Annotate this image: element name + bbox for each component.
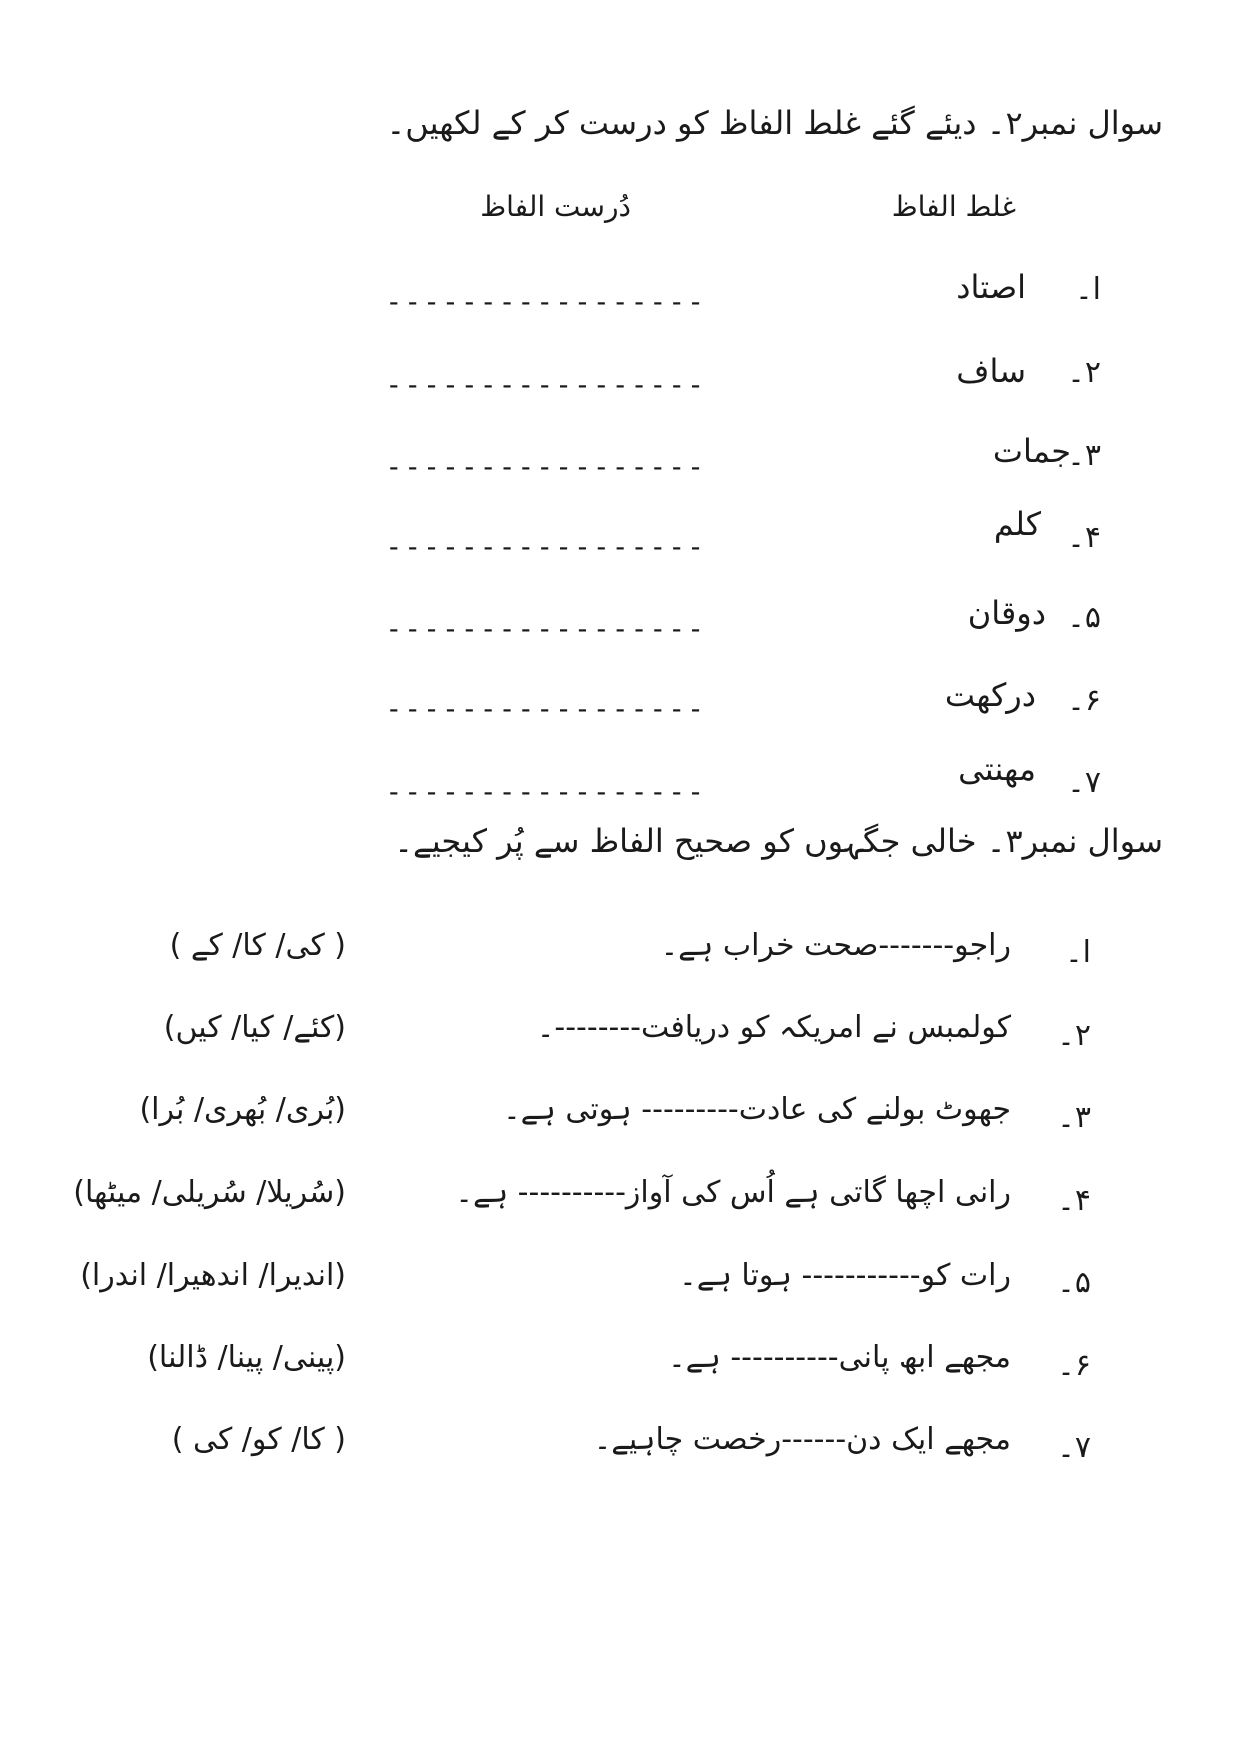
item-number: ا۔ (1065, 935, 1091, 970)
item-number: ۴۔ (1057, 1183, 1091, 1218)
item-number: ۲۔ (1067, 355, 1101, 390)
wrong-word: ساف (956, 352, 1026, 390)
answer-options: (سُریلا/ سُریلی/ میٹھا) (73, 1175, 346, 1210)
item-number: ۶۔ (1067, 683, 1101, 718)
answer-blank[interactable]: ----------------- (385, 692, 706, 725)
item-number: ۳۔ (1067, 438, 1101, 473)
item-number: ۴۔ (1067, 520, 1101, 555)
answer-options: (پینی/ پینا/ ڈالنا) (147, 1340, 346, 1375)
wrong-word: اصتاد (956, 268, 1026, 306)
item-number: ۲۔ (1057, 1018, 1091, 1053)
answer-options: (کئے/ کیا/ کیں) (163, 1010, 346, 1045)
col-wrong-words: غلط الفاظ (891, 190, 1016, 223)
wrong-word: کلم (993, 505, 1041, 543)
fill-sentence: جھوٹ بولنے کی عادت--------- ہوتی ہے۔ (503, 1092, 1011, 1127)
item-number: ۷۔ (1057, 1430, 1091, 1465)
fill-sentence: رانی اچھا گاتی ہے اُس کی آواز---------- ہے۔ (455, 1175, 1011, 1210)
q3-title: سوال نمبر۳۔ خالی جگہوں کو صحیح الفاظ سے پُر کیجیے۔ (394, 822, 1163, 860)
answer-options: ( کی/ کا/ کے ) (169, 928, 346, 963)
q2-title: سوال نمبر۲۔ دیئے گئے غلط الفاظ کو درست کر کے لکھیں۔ (386, 104, 1163, 142)
item-number: ۷۔ (1067, 765, 1101, 800)
answer-options: (اندیرا/ اندھیرا/ اندرا) (80, 1258, 346, 1293)
answer-blank[interactable]: ----------------- (385, 530, 706, 563)
fill-sentence: مجھے ایک دن------رخصت چاہیے۔ (593, 1422, 1011, 1457)
wrong-word: مھنتی (958, 750, 1036, 788)
col-correct-words: دُرست الفاظ (480, 190, 631, 223)
item-number: ا۔ (1075, 272, 1101, 307)
answer-options: ( کا/ کو/ کی ) (171, 1422, 346, 1457)
wrong-word: درکھت (944, 676, 1036, 714)
item-number: ۵۔ (1067, 600, 1101, 635)
wrong-word: دوقان (967, 594, 1046, 632)
answer-blank[interactable]: ----------------- (385, 775, 706, 808)
answer-blank[interactable]: ----------------- (385, 368, 706, 401)
answer-blank[interactable]: ----------------- (385, 612, 706, 645)
item-number: ۳۔ (1057, 1100, 1091, 1135)
fill-sentence: مجھے ابھ پانی---------- ہے۔ (668, 1340, 1011, 1375)
item-number: ۵۔ (1057, 1265, 1091, 1300)
fill-sentence: کولمبس نے امریکہ کو دریافت--------۔ (536, 1010, 1011, 1045)
item-number: ۶۔ (1057, 1348, 1091, 1383)
answer-blank[interactable]: ----------------- (385, 450, 706, 483)
answer-blank[interactable]: ----------------- (385, 285, 706, 318)
answer-options: (بُری/ بُھری/ بُرا) (139, 1092, 346, 1127)
fill-sentence: رات کو----------- ہوتا ہے۔ (679, 1258, 1011, 1293)
wrong-word: جمات (992, 432, 1071, 470)
fill-sentence: راجو-------صحت خراب ہے۔ (660, 928, 1011, 963)
